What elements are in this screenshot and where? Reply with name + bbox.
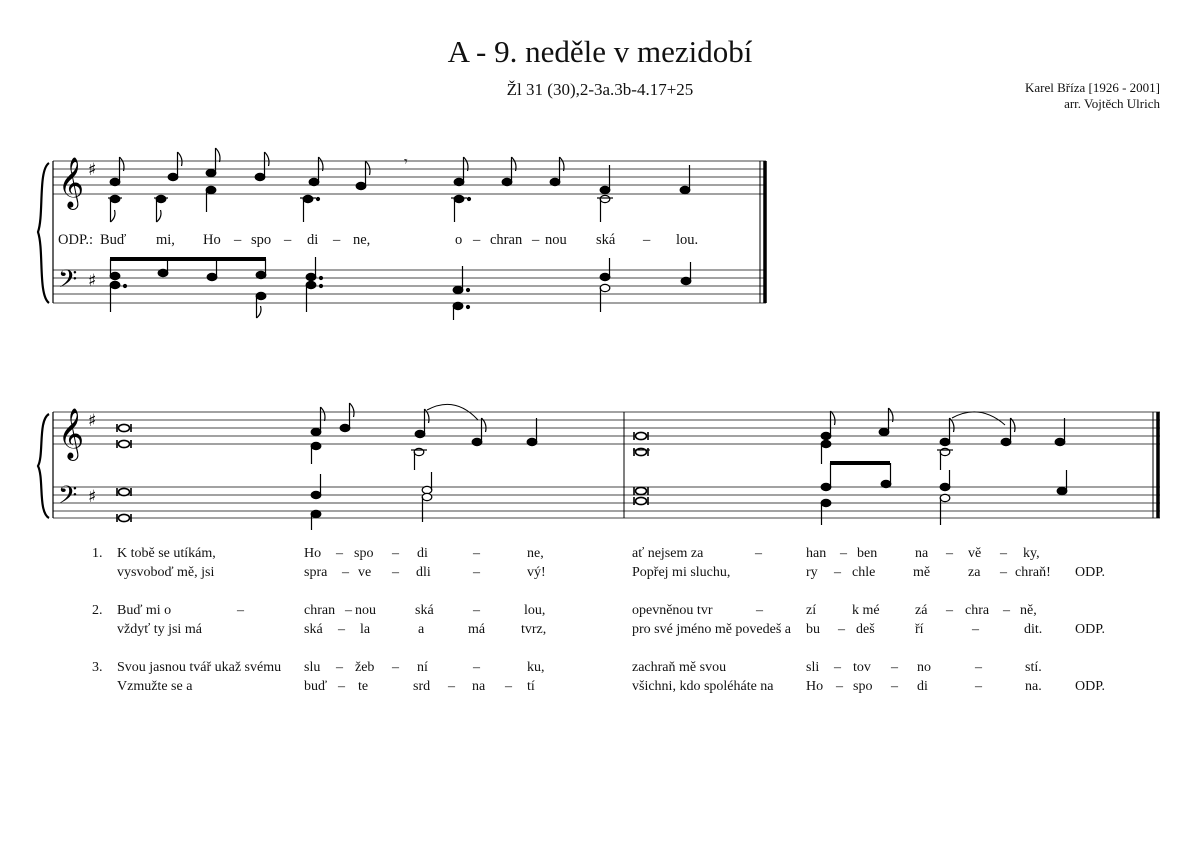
verse-syllable: zí xyxy=(806,603,817,618)
barlines xyxy=(53,161,1158,518)
verse-syllable: spra xyxy=(304,565,328,580)
composer: Karel Bříza [1926 - 2001] xyxy=(1024,80,1160,95)
verse-hyphen: – xyxy=(840,546,847,561)
odp-marker: ODP. xyxy=(1075,622,1105,637)
verse-text: Svou jasnou tvář ukaž svému xyxy=(117,660,282,675)
lyric-syllable: nou xyxy=(545,232,567,248)
verse-syllable: žeb xyxy=(355,660,375,675)
verse-syllable: lou, xyxy=(524,603,546,618)
verse-syllable: chraň! xyxy=(1015,565,1051,580)
verse-syllable: spo xyxy=(354,546,374,561)
verse-hyphen: – xyxy=(345,603,352,618)
verse-syllable: ská xyxy=(415,603,434,618)
verse-number: 2. xyxy=(92,603,103,618)
clefs xyxy=(58,157,96,516)
verse-syllable: srd xyxy=(413,679,431,694)
system-2-staves xyxy=(53,412,1160,518)
verse-syllable: ve xyxy=(358,565,372,580)
verse-syllable: slu xyxy=(304,660,321,675)
verse-syllable: te xyxy=(358,679,369,694)
verse-syllable: ní xyxy=(417,660,428,675)
verse-hyphen: – xyxy=(756,603,763,618)
lyric-syllable: Buď xyxy=(100,232,127,248)
verse-hyphen: – xyxy=(473,603,480,618)
verse-hyphen: – xyxy=(1000,546,1007,561)
verse-hyphen: – xyxy=(836,679,843,694)
verse-syllable: ky, xyxy=(1023,546,1040,561)
verse-syllable: di xyxy=(417,546,428,561)
verse-hyphen: – xyxy=(392,546,399,561)
verse-hyphen: – xyxy=(237,603,244,618)
verse-hyphen: – xyxy=(1000,565,1007,580)
svg-text:𝄾: 𝄾 xyxy=(404,154,408,170)
verse-hyphen: – xyxy=(505,679,512,694)
verse-text: opevněnou tvr xyxy=(632,603,713,618)
page-title: A - 9. neděle v mezidobí xyxy=(447,34,753,69)
verse-syllable: chle xyxy=(852,565,876,580)
verse-hyphen: – xyxy=(946,546,953,561)
verse-hyphen: – xyxy=(834,660,841,675)
lyric-hyphen: – xyxy=(234,232,242,248)
lyric-syllable: spo xyxy=(251,232,272,248)
verse-syllable: spo xyxy=(853,679,873,694)
verse-syllable: tov xyxy=(853,660,871,675)
arranger: arr. Vojtěch Ulrich xyxy=(1064,96,1160,111)
lyric-syllable: Ho xyxy=(203,232,221,248)
verse-syllable: chra xyxy=(965,603,990,618)
verse-hyphen: – xyxy=(473,565,480,580)
verse-syllable: ben xyxy=(857,546,878,561)
verse-hyphen: – xyxy=(834,565,841,580)
verse-hyphen: – xyxy=(473,546,480,561)
lyric-hyphen: – xyxy=(284,232,292,248)
verse-text: vždyť ty jsi má xyxy=(117,622,202,637)
verse-syllable: no xyxy=(917,660,931,675)
verse-syllable: má xyxy=(468,622,486,637)
verse-syllable: stí. xyxy=(1025,660,1042,675)
verse-syllable: na xyxy=(915,546,929,561)
verse-syllable: na. xyxy=(1025,679,1042,694)
verse-syllable: ry xyxy=(806,565,818,580)
verse-number: 1. xyxy=(92,546,103,561)
verse-text: Buď mi o xyxy=(117,603,172,618)
lyric-syllable: di xyxy=(307,232,319,248)
verse-syllable: ří xyxy=(915,622,924,637)
lyric-syllable: lou. xyxy=(676,232,699,248)
verse-syllable: dli xyxy=(416,565,431,580)
verse-syllable: han xyxy=(806,546,827,561)
verse-syllable: tí xyxy=(527,679,535,694)
verse-syllable: a xyxy=(418,622,425,637)
verse-text: Popřej mi sluchu, xyxy=(632,565,731,580)
verse-syllable: chran xyxy=(304,603,336,618)
verse-hyphen: – xyxy=(392,660,399,675)
verse-hyphen: – xyxy=(1003,603,1010,618)
lyric-hyphen: – xyxy=(473,232,481,248)
verse-syllable: k mé xyxy=(852,603,880,618)
sharp-icon: ♯ xyxy=(88,411,97,431)
verse-hyphen: – xyxy=(975,660,982,675)
verse-syllable: vě xyxy=(968,546,982,561)
verse-syllable: ku, xyxy=(527,660,545,675)
sharp-icon: ♯ xyxy=(88,271,97,291)
verse-hyphen: – xyxy=(975,679,982,694)
treble-clef-icon: 𝄞 xyxy=(58,408,85,459)
verse-syllable: tvrz, xyxy=(521,622,547,637)
verse-hyphen: – xyxy=(946,603,953,618)
verse-syllable: Ho xyxy=(806,679,824,694)
verse-hyphen: – xyxy=(448,679,455,694)
psalm-reference: Žl 31 (30),2-3a.3b-4.17+25 xyxy=(506,80,694,99)
verse-syllable: za xyxy=(968,565,981,580)
verse-syllable: deš xyxy=(856,622,875,637)
verse-syllable: bu xyxy=(806,622,820,637)
verse-text: vysvoboď mě, jsi xyxy=(117,565,215,580)
verse-syllable: nou xyxy=(355,603,376,618)
lyric-hyphen: – xyxy=(333,232,341,248)
sharp-icon: ♯ xyxy=(88,487,97,507)
lyric-syllable: ne, xyxy=(353,232,371,248)
verse-hyphen: – xyxy=(336,660,343,675)
lyric-syllable: o xyxy=(455,232,463,248)
verse-text: pro své jméno mě povedeš a xyxy=(632,622,792,637)
verse-number: 3. xyxy=(92,660,103,675)
verse-syllable: zá xyxy=(915,603,928,618)
verse-syllable: buď xyxy=(304,679,328,694)
verse-syllable: sli xyxy=(806,660,820,675)
lyric-syllable: mi, xyxy=(156,232,175,248)
verse-syllable: ská xyxy=(304,622,323,637)
verse-hyphen: – xyxy=(891,660,898,675)
verse-hyphen: – xyxy=(473,660,480,675)
lyric-hyphen: – xyxy=(532,232,540,248)
verse-hyphen: – xyxy=(392,565,399,580)
verse-text: Vzmužte se a xyxy=(117,679,193,694)
verse-text: ať nejsem za xyxy=(632,546,704,561)
odp-marker: ODP. xyxy=(1075,679,1105,694)
verse-hyphen: – xyxy=(755,546,762,561)
verse-text: K tobě se utíkám, xyxy=(117,546,216,561)
lyric-syllable: chran xyxy=(490,232,523,248)
bass-clef-icon: 𝄢 xyxy=(58,265,78,300)
braces xyxy=(38,163,49,518)
verse-syllable: vý! xyxy=(527,565,546,580)
verse-syllable: dit. xyxy=(1024,622,1043,637)
verse-hyphen: – xyxy=(336,546,343,561)
verse-syllable: ne, xyxy=(527,546,544,561)
verse-syllable: di xyxy=(917,679,928,694)
verse-hyphen: – xyxy=(338,679,345,694)
verse-hyphen: – xyxy=(838,622,845,637)
verse-syllable: ně, xyxy=(1020,603,1037,618)
odp-marker: ODP. xyxy=(1075,565,1105,580)
verse-syllable: Ho xyxy=(304,546,322,561)
response-label: ODP.: xyxy=(58,232,94,248)
verse-syllable: la xyxy=(360,622,371,637)
lyric-hyphen: – xyxy=(643,232,651,248)
verse-hyphen: – xyxy=(342,565,349,580)
verse-hyphen: – xyxy=(972,622,979,637)
verse-syllable: mě xyxy=(913,565,931,580)
verse-hyphen: – xyxy=(338,622,345,637)
lyric-syllable: ská xyxy=(596,232,616,248)
verse-hyphen: – xyxy=(891,679,898,694)
verse-text: zachraň mě svou xyxy=(632,660,727,675)
verse-text: všichni, kdo spoléháte na xyxy=(632,679,774,694)
treble-clef-icon: 𝄞 xyxy=(58,157,85,208)
sharp-icon: ♯ xyxy=(88,160,97,180)
bass-clef-icon: 𝄢 xyxy=(58,481,78,516)
verse-syllable: na xyxy=(472,679,486,694)
